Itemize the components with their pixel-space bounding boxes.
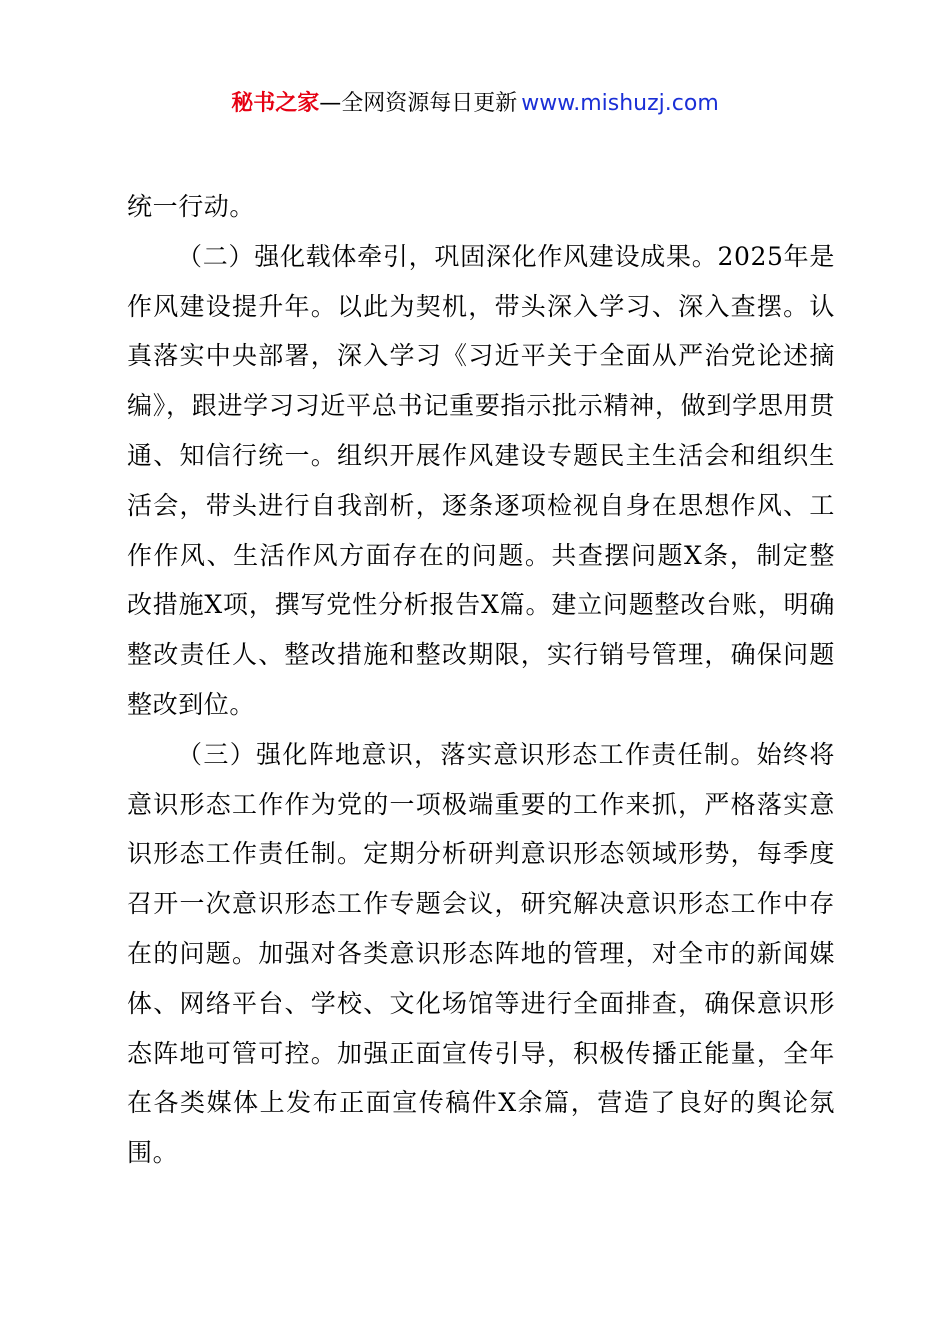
site-url-link[interactable]: www.mishuzj.com [521,91,719,116]
paragraph-section-2: （二）强化载体牵引，巩固深化作风建设成果。2025年是作风建设提升年。以此为契机，带头深入学习、深入查摆。认真落实中央部署，深入学习《习近平关于全面从严治党论述摘编》，跟进学习习近平总书记重要指示批示精神，做到学思用贯通、知信行统一。组织开展作风建设专题民主生活会和组织生活会，带头进行自我剖析，逐条逐项检视自身在思想作风、工作作风、生活作风方面存在的问题。共查摆问题X条，制定整改措施X项，撰写党性分析报告X篇。建立问题整改台账，明确整改责任人、整改措施和整改期限，实行销号管理，确保问题整改到位。 [127,241,835,719]
header-tagline: —全网资源每日更新 [319,91,518,116]
paragraph-section-3: （三）强化阵地意识，落实意识形态工作责任制。始终将意识形态工作作为党的一项极端重要的工作来抓，严格落实意识形态工作责任制。定期分析研判意识形态领域形势，每季度召开一次意识形态工作专题会议，研究解决意识形态工作中存在的问题。加强对各类意识形态阵地的管理，对全市的新闻媒体、网络平台、学校、文化场馆等进行全面排查，确保意识形态阵地可管可控。加强正面宣传引导，积极传播正能量，全年在各类媒体上发布正面宣传稿件X余篇，营造了良好的舆论氛围。 [127,739,835,1168]
brand-name: 秘书之家 [231,91,320,116]
document-body [127,182,835,1178]
paragraph-continuation: 统一行动。 [127,192,256,221]
page-header [0,88,950,120]
